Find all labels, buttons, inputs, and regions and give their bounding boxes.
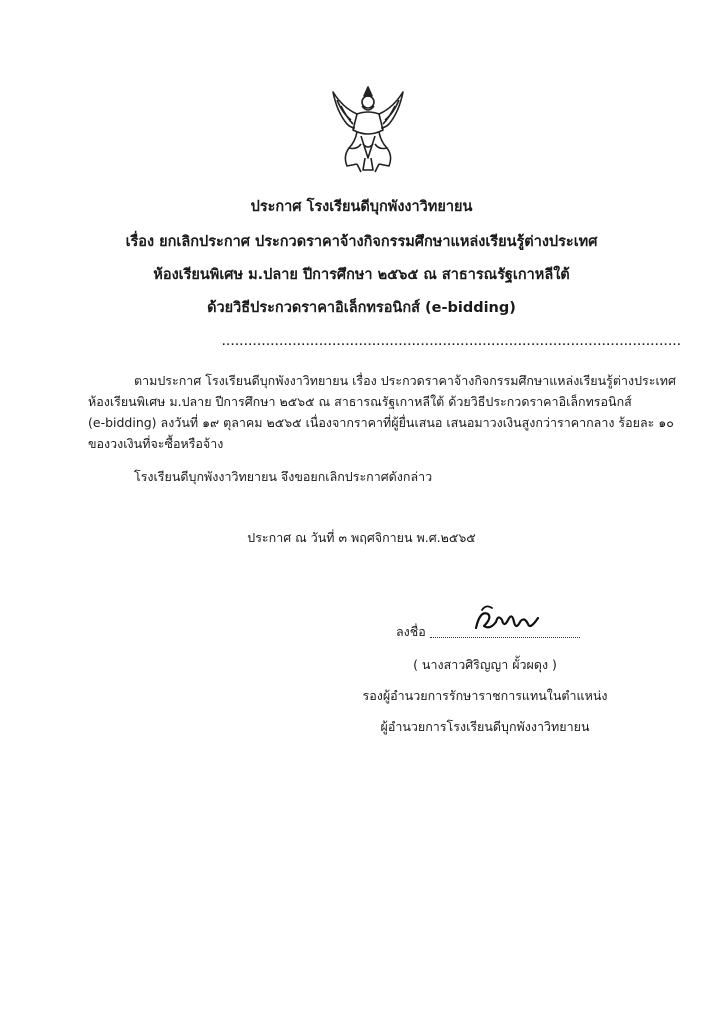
body-paragraph-2: ห้องเรียนพิเศษ ม.ปลาย ปีการศึกษา ๒๕๖๕ ณ สาธารณรัฐเกาหลีใต้ ด้วยวิธีประกวดราคาอิเล็กทรอนิกส์ (88, 394, 632, 409)
body-paragraph-5: โรงเรียนดีบุกพังงาวิทยายน จึงขอยกเลิกประกาศดังกล่าว (134, 469, 433, 484)
signer-name: ( นางสาวศิริญญา ผั้วผดุง ) (413, 657, 557, 672)
signer-position-2: ผู้อำนวยการโรงเรียนดีบุกพังงาวิทยายน (380, 719, 590, 734)
body-paragraph-1: ตามประกาศ โรงเรียนดีบุกพังงาวิทยายน เรื่อง ประกวดราคาจ้างกิจกรรมศึกษาแหล่งเรียนรู้ต่างประเทศ (134, 373, 676, 388)
body-paragraph-4: ของวงเงินที่จะซื้อหรือจ้าง (88, 436, 224, 451)
announcement-date: ประกาศ ณ วันที่ ๓ พฤศจิกายน พ.ศ.๒๕๖๕ (247, 530, 476, 545)
signer-position-1: รองผู้อำนวยการรักษาราชการแทนในตำแหน่ง (362, 688, 608, 703)
garuda-emblem-icon (327, 84, 409, 174)
divider-dots: ........................................................................................................ (222, 338, 682, 348)
announcement-title: ประกาศ โรงเรียนดีบุกพังงาวิทยายน (250, 199, 473, 215)
body-paragraph-3: (e-bidding) ลงวันที่ ๑๙ ตุลาคม ๒๕๖๕ เนื่องจากราคาที่ผู้ยื่นเสนอ เสนอมาวงเงินสูงกว่าราคากลาง ร้อยละ ๑๐ (88, 415, 674, 430)
handwritten-signature (468, 600, 548, 640)
subject-line: เรื่อง ยกเลิกประกาศ ประกวดราคาจ้างกิจกรรมศึกษาแหล่งเรียนรู้ต่างประเทศ (125, 234, 598, 250)
signature-label: ลงชื่อ (396, 624, 426, 639)
subject-line-2: ห้องเรียนพิเศษ ม.ปลาย ปีการศึกษา ๒๕๖๕ ณ สาธารณรัฐเกาหลีใต้ (153, 267, 570, 283)
subject-line-3: ด้วยวิธีประกวดราคาอิเล็กทรอนิกส์ (e-bidding) (207, 300, 516, 316)
